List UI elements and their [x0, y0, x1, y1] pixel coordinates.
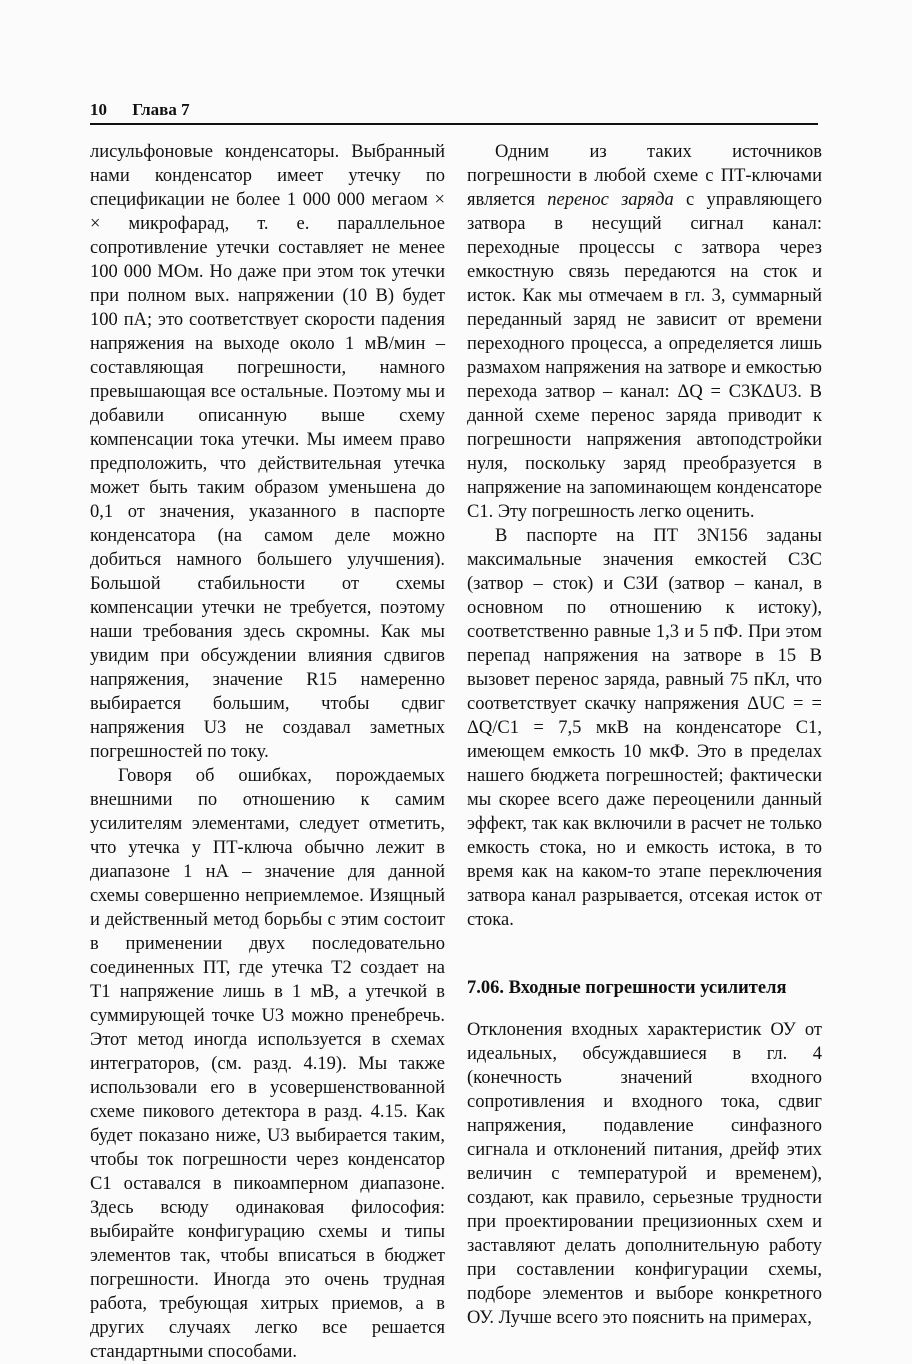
paragraph-text: с управляющего затвора в несущий сигнал канал: переходные процессы с затвора через емкостную связь передаются на сток и исток. Как мы отмечаем в гл. 3, суммарный переданный заряд не зависит от времени переходного процесса, а определяется лишь размахом напряжения на затворе и емкостью перехода затвор – канал: ΔQ = C3КΔU3. В данной схеме перенос заряда приводит к погрешности напряжения автоподстройки нуля, поскольку заряд преобразуется в напряжение на запоминающем конденсаторе C1. Эту погрешность легко оценить.	[467, 190, 822, 522]
left-column	[90, 140, 445, 1364]
right-column	[467, 140, 822, 1330]
paragraph: Отклонения входных характеристик ОУ от идеальных, обсуждавшиеся в гл. 4 (конечность значений входного сопротивления и входного тока, сдвиг напряжения, подавление синфазного сигнала и отклонений питания, дрейф этих величин с температурой и временем), создают, как правило, серьезные трудности при проектировании прецизионных схем и заставляют делать дополнительную работу при составлении конфигурации схемы, подборе элементов и выборе конкретного ОУ. Лучше всего это пояснить на примерах,	[467, 1020, 822, 1328]
emphasized-term: перенос заряда	[547, 190, 674, 210]
page-number: 10	[90, 100, 107, 119]
paragraph: Говоря об ошибках, порождаемых внешними по отношению к самим усилителям элементами, следует отметить, что утечка у ПТ-ключа обычно лежит в диапазоне 1 нА – значение для данной схемы совершенно неприемлемое. Изящный и действенный метод борьбы с этим состоит в применении двух последовательно соединенных ПТ, где утечка T2 создает на T1 напряжение лишь в 1 мВ, а утечкой в суммирующей точке U3 можно пренебречь. Этот метод иногда используется в схемах интеграторов, (см. разд. 4.19). Мы также использовали его в усовершенствованной схеме пикового детектора в разд. 4.15. Как будет показано ниже, U3 выбирается таким, чтобы ток погрешности через конденсатор C1 оставался в пикоамперном диапазоне. Здесь всюду одинаковая философия: выбирайте конфигурацию схемы и типы элементов так, чтобы вписаться в бюджет погрешности. Иногда это очень трудная работа, требующая хитрых приемов, а в других случаях легко все решается стандартными способами.	[90, 766, 445, 1362]
header-rule	[90, 123, 818, 125]
paragraph-text: Одним из таких источников погрешности в любой схеме с ПТ-ключами является	[467, 142, 822, 210]
paragraph	[467, 140, 822, 524]
paragraph: лисульфоновые конденсаторы. Выбранный нами конденсатор имеет утечку по спецификации не более 1 000 000 мегаом × × микрофарад, т. е. параллельное сопротивление утечки составляет не менее 100 000 МОм. Но даже при этом ток утечки при полном вых. напряжении (10 В) будет 100 пА; это соответствует скорости падения напряжения на выходе около 1 мВ/мин – составляющая погрешности, намного превышающая все остальные. Поэтому мы и добавили описанную выше схему компенсации тока утечки. Мы имеем право предположить, что действительная утечка может быть таким образом уменьшена до 0,1 от значения, указанного в паспорте конденсатора (на самом деле можно добиться намного большего улучшения). Большой стабильности от схемы компенсации утечки не требуется, поэтому наши требования здесь скромны. Как мы увидим при обсуждении влияния сдвигов напряжения, значение R15 намеренно выбирается большим, чтобы сдвиг напряжения U3 не создавал заметных погрешностей по току.	[90, 142, 445, 762]
paragraph: В паспорте на ПТ 3N156 заданы максимальные значения емкостей C3С (затвор – сток) и C3И (затвор – канал, в основном по отношению к истоку), соответственно равные 1,3 и 5 пФ. При этом перепад напряжения на затворе в 15 В вызовет перенос заряда, равный 75 пКл, что соответствует скачку напряжения ΔUC = = ΔQ/C1 = 7,5 мкВ на конденсаторе C1, имеющем емкость 10 мкФ. Это в пределах нашего бюджета погрешностей; фактически мы скорее всего даже переоценили данный эффект, так как включили в расчет не только емкость стока, но и емкость истока, в то время как на каком-то этапе переключения затвора канал разрывается, отсекая исток от стока.	[467, 526, 822, 930]
section-title: 7.06. Входные погрешности усилителя	[467, 978, 787, 998]
running-header	[90, 100, 820, 120]
chapter-title: Глава 7	[132, 100, 190, 119]
